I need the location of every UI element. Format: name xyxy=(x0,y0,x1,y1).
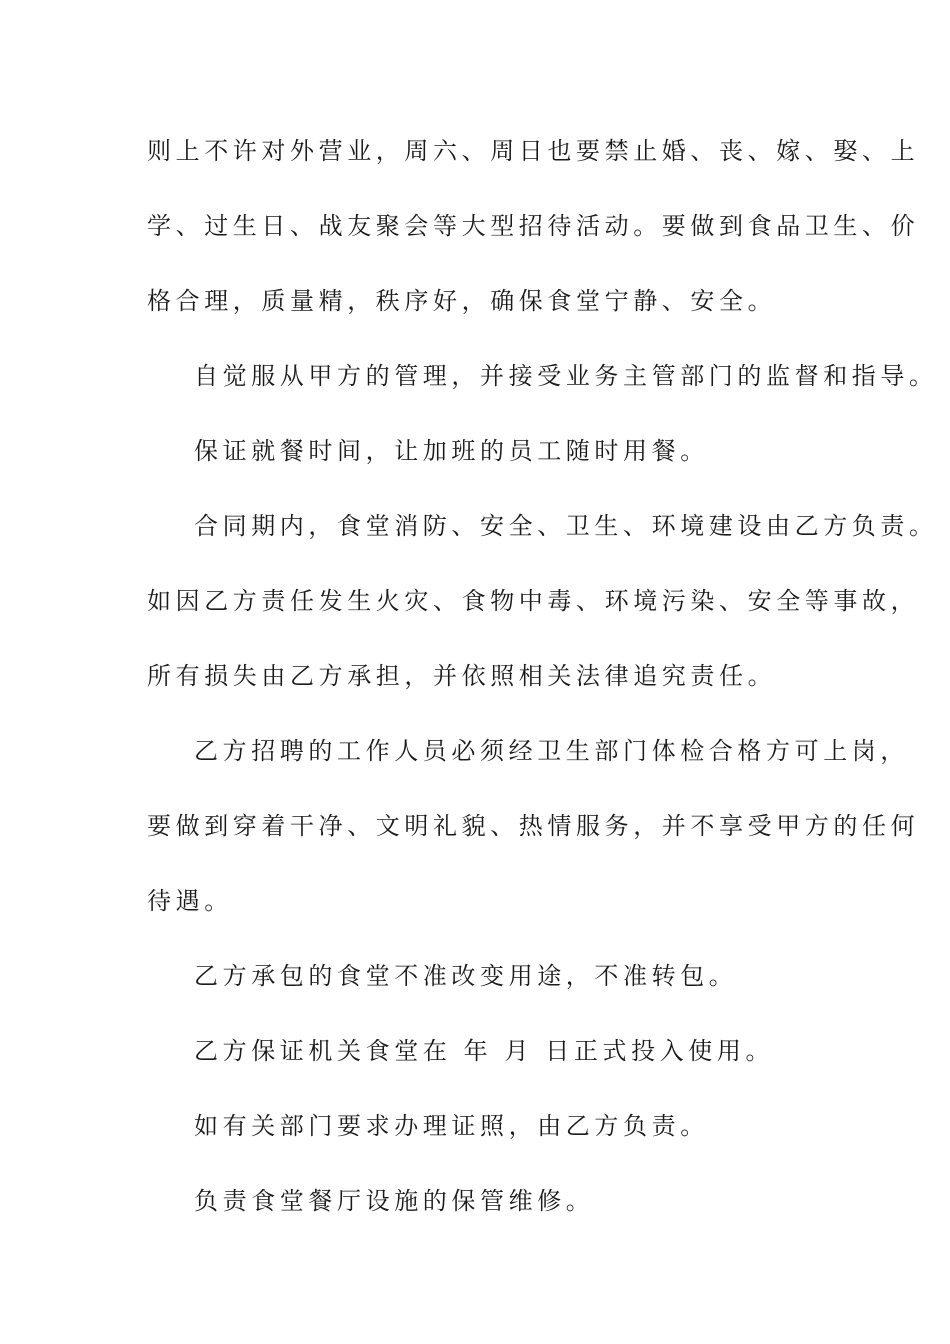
paragraph-start-line: 如有关部门要求办理证照，由乙方负责。 xyxy=(194,1112,709,1140)
paragraph-start-line: 乙方保证机关食堂在 年 月 日正式投入使用。 xyxy=(194,1037,775,1065)
paragraph-start-line: 自觉服从甲方的管理，并接受业务主管部门的监督和指导。 xyxy=(194,362,938,390)
paragraph-start-line: 负责食堂餐厅设施的保管维修。 xyxy=(194,1187,595,1215)
text-line: 如因乙方责任发生火灾、食物中毒、环境污染、安全等事故， xyxy=(147,587,920,615)
text-line: 所有损失由乙方承担，并依照相关法律追究责任。 xyxy=(147,662,777,690)
text-line: 学、过生日、战友聚会等大型招待活动。要做到食品卫生、价 xyxy=(147,212,920,240)
paragraph-start-line: 合同期内，食堂消防、安全、卫生、环境建设由乙方负责。 xyxy=(194,512,938,540)
text-line: 待遇。 xyxy=(147,887,233,915)
text-line: 则上不许对外营业，周六、周日也要禁止婚、丧、嫁、娶、上 xyxy=(147,137,920,165)
text-line: 格合理，质量精，秩序好，确保食堂宁静、安全。 xyxy=(147,287,777,315)
paragraph-start-line: 乙方承包的食堂不准改变用途，不准转包。 xyxy=(194,962,738,990)
paragraph-start-line: 乙方招聘的工作人员必须经卫生部门体检合格方可上岗， xyxy=(194,737,909,765)
paragraph-start-line: 保证就餐时间，让加班的员工随时用餐。 xyxy=(194,437,709,465)
text-line: 要做到穿着干净、文明礼貌、热情服务，并不享受甲方的任何 xyxy=(147,812,920,840)
